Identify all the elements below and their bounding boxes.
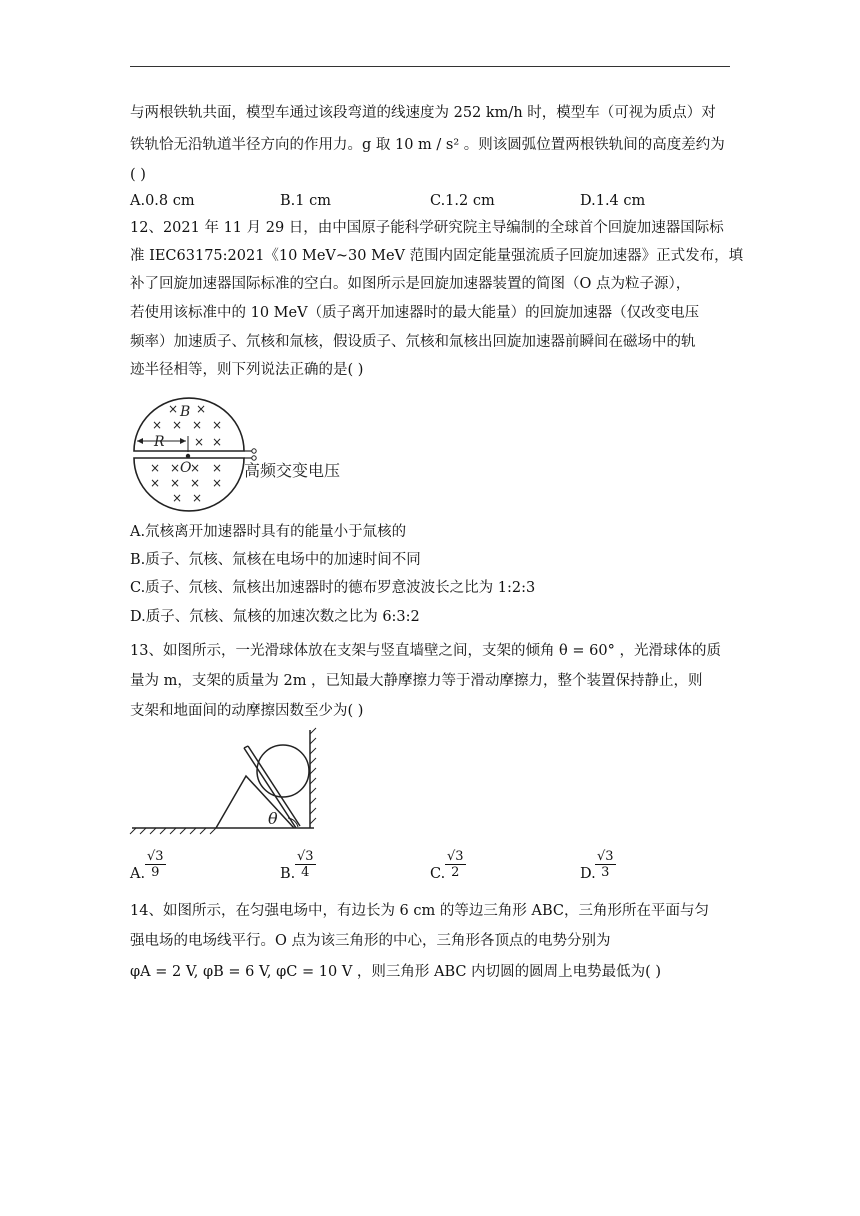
- q12-option-b: B.质子、氘核、氚核在电场中的加速时间不同: [130, 552, 421, 568]
- svg-text:×: ×: [212, 461, 223, 475]
- svg-text:×: ×: [150, 476, 161, 490]
- label-o: O: [180, 460, 192, 476]
- q13-option-b-prefix: B.: [280, 866, 296, 882]
- q11-line-2: 铁轨恰无沿轨道半径方向的作用力。g 取 10 m / s² 。则该圆弧位置两根铁轨间的高度差约为: [130, 137, 725, 153]
- svg-text:×: ×: [170, 476, 181, 490]
- q11-line-1: 与两根铁轨共面，模型车通过该段弯道的线速度为 252 km/h 时，模型车（可视为质点）对: [130, 105, 716, 121]
- q11-option-c: C.1.2 cm: [430, 193, 495, 209]
- fraction-denominator: 9: [151, 865, 160, 880]
- q12-option-c: C.质子、氘核、氚核出加速器时的德布罗意波波长之比为 1:2:3: [130, 580, 536, 596]
- q12-line-1: 12、2021 年 11 月 29 日，由中国原子能科学研究院主导编制的全球首个回旋加速器国际标: [130, 220, 724, 236]
- q13-line-1: 13、如图所示，一光滑球体放在支架与竖直墙壁之间，支架的倾角 θ = 60° ，光滑球体的质: [130, 643, 721, 659]
- header-rule: [130, 66, 730, 67]
- svg-text:×: ×: [170, 461, 181, 475]
- svg-text:×: ×: [150, 461, 161, 475]
- label-b: B: [180, 404, 191, 420]
- q11-option-b: B.1 cm: [280, 193, 331, 209]
- svg-text:×: ×: [212, 476, 223, 490]
- svg-text:×: ×: [194, 435, 205, 449]
- q13-option-c-fraction: [445, 849, 466, 880]
- q12-line-5: 频率）加速质子、氘核和氚核，假设质子、氘核和氚核出回旋加速器前瞬间在磁场中的轨: [130, 334, 696, 350]
- support-ball-figure: [128, 726, 328, 836]
- label-r: R: [154, 434, 165, 450]
- svg-text:×: ×: [192, 418, 203, 432]
- q14-line-1: 14、如图所示，在匀强电场中，有边长为 6 cm 的等边三角形 ABC，三角形所在平面与匀: [130, 903, 709, 919]
- cyclotron-figure: [128, 396, 368, 514]
- q12-option-d: D.质子、氘核、氚核的加速次数之比为 6:3:2: [130, 609, 420, 625]
- svg-text:×: ×: [168, 402, 179, 416]
- svg-text:×: ×: [190, 476, 201, 490]
- svg-text:×: ×: [192, 491, 203, 505]
- fraction-numerator: √3: [147, 849, 164, 864]
- label-voltage: 高频交变电压: [244, 461, 341, 480]
- q12-line-2: 准 IEC63175:2021《10 MeV~30 MeV 范围内固定能量强流质子回旋加速器》正式发布，填: [130, 248, 744, 264]
- q13-option-a-prefix: A.: [130, 866, 146, 882]
- q13-option-d-prefix: D.: [580, 866, 596, 882]
- svg-text:×: ×: [212, 435, 223, 449]
- q11-option-a: A.0.8 cm: [130, 193, 195, 209]
- fraction-numerator: √3: [297, 849, 314, 864]
- q12-line-3: 补了回旋加速器国际标准的空白。如图所示是回旋加速器装置的简图（O 点为粒子源），: [130, 276, 691, 292]
- q12-option-a: A.氘核离开加速器时具有的能量小于氚核的: [130, 524, 407, 540]
- svg-text:×: ×: [172, 418, 183, 432]
- q13-line-2: 量为 m，支架的质量为 2m ，已知最大静摩擦力等于滑动摩擦力，整个装置保持静止，则: [130, 673, 703, 689]
- fraction-denominator: 4: [301, 865, 310, 880]
- q13-option-a-fraction: [145, 849, 166, 880]
- q13-option-b-fraction: [295, 849, 316, 880]
- fraction-numerator: √3: [597, 849, 614, 864]
- q14-line-2: 强电场的电场线平行。O 点为该三角形的中心，三角形各顶点的电势分别为: [130, 933, 611, 949]
- q13-line-3: 支架和地面间的动摩擦因数至少为( ): [130, 703, 364, 719]
- svg-text:×: ×: [190, 461, 201, 475]
- q12-line-6: 迹半径相等，则下列说法正确的是( ): [130, 362, 364, 378]
- svg-text:×: ×: [172, 491, 183, 505]
- fraction-denominator: 3: [601, 865, 610, 880]
- fraction-numerator: √3: [447, 849, 464, 864]
- svg-text:×: ×: [152, 418, 163, 432]
- svg-text:×: ×: [212, 418, 223, 432]
- q13-option-d-fraction: [595, 849, 616, 880]
- label-theta: θ: [268, 809, 278, 828]
- q14-line-3: φA = 2 V, φB = 6 V, φC = 10 V ，则三角形 ABC 内切圆的圆周上电势最低为( ): [130, 964, 662, 980]
- q13-option-c-prefix: C.: [430, 866, 446, 882]
- fraction-denominator: 2: [451, 865, 460, 880]
- svg-text:×: ×: [196, 402, 207, 416]
- q11-line-3: ( ): [130, 167, 146, 183]
- q12-line-4: 若使用该标准中的 10 MeV（质子离开加速器时的最大能量）的回旋加速器（仅改变电压: [130, 305, 700, 321]
- q11-option-d: D.1.4 cm: [580, 193, 646, 209]
